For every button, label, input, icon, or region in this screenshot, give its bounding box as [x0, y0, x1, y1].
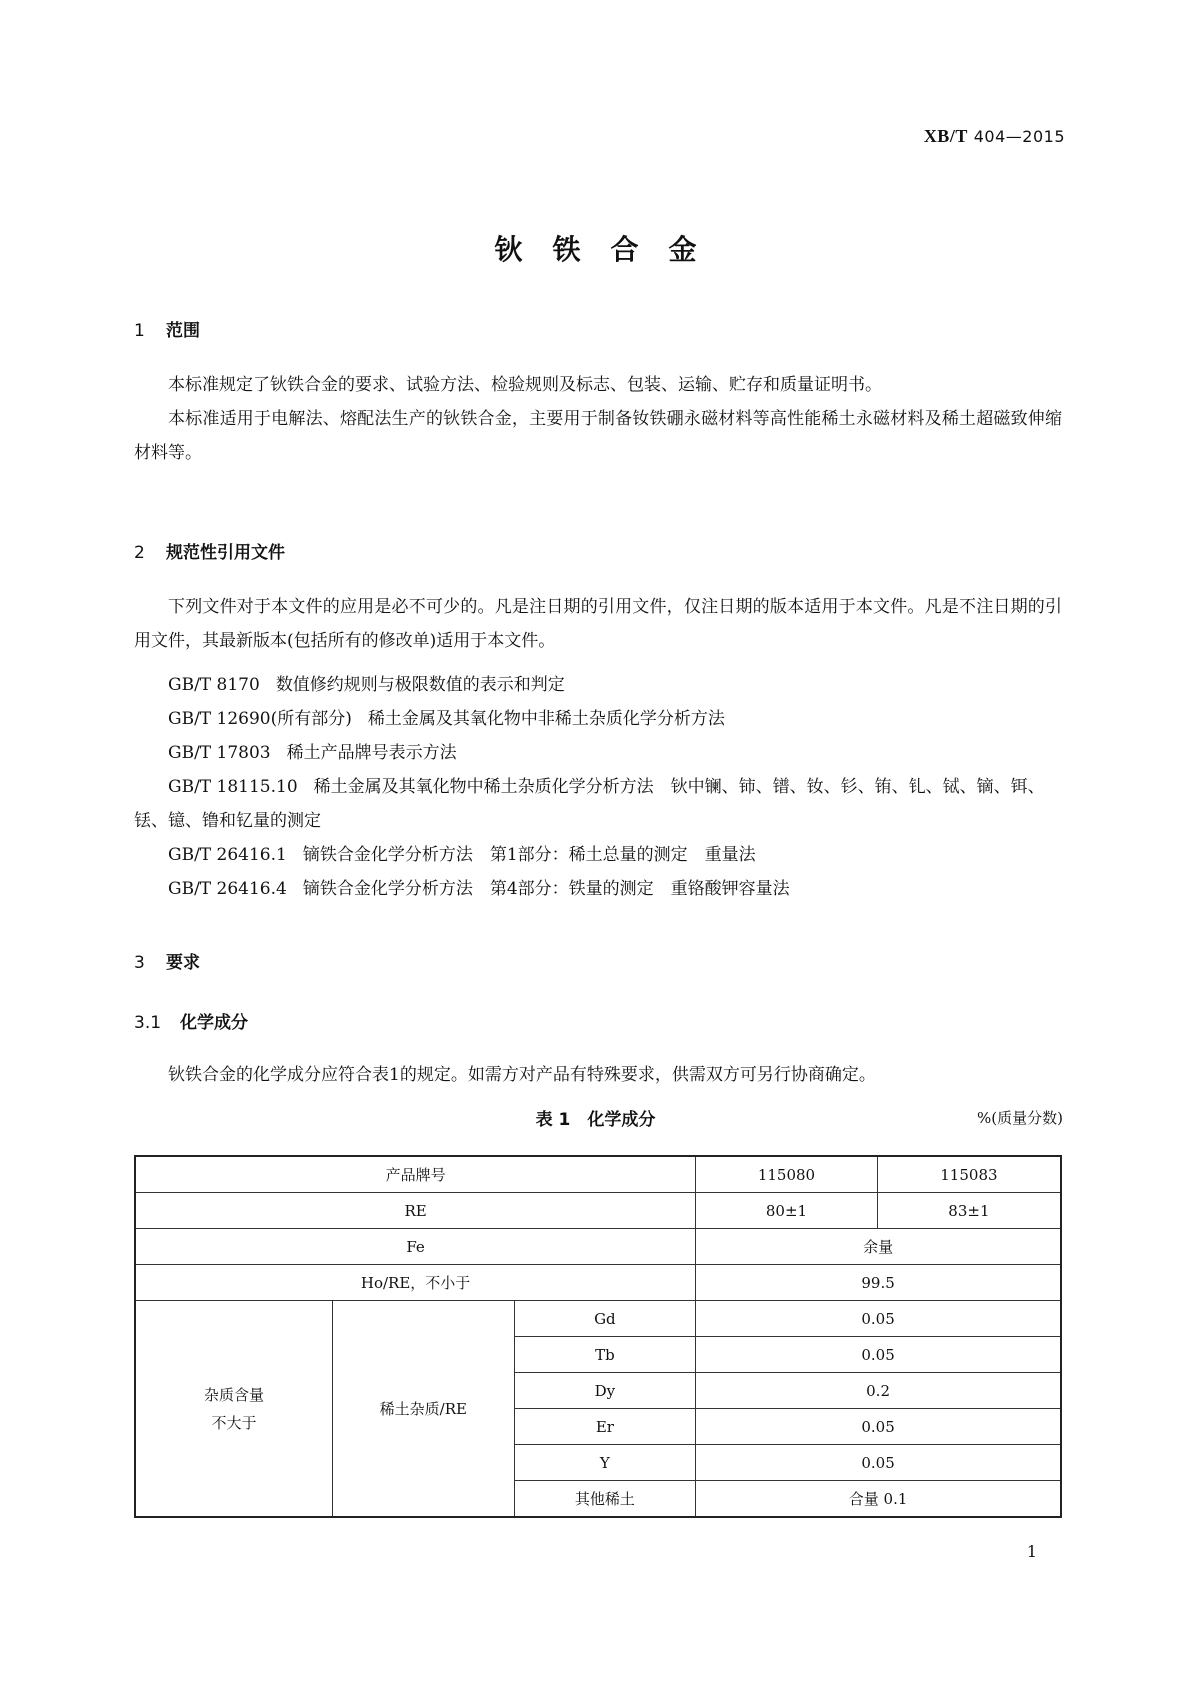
reference-code: GB/T 26416.1	[168, 845, 287, 865]
cell-element-value: 0.2	[696, 1373, 1061, 1409]
cell-element: Gd	[514, 1301, 696, 1337]
reference-item	[168, 872, 790, 906]
impurity-group-line-1: 杂质含量	[203, 1385, 264, 1404]
cell-element-value: 0.05	[696, 1337, 1061, 1373]
cell-re-label: RE	[135, 1193, 696, 1229]
reference-title: 镝铁合金化学分析方法 第1部分：稀土总量的测定 重量法	[302, 845, 756, 865]
cell-element: Y	[514, 1445, 696, 1481]
cell-re-2: 83±1	[877, 1193, 1061, 1229]
cell-element-value: 0.05	[696, 1409, 1061, 1445]
cell-element: Er	[514, 1409, 696, 1445]
reference-title: 数值修约规则与极限数值的表示和判定	[275, 675, 565, 695]
table-row	[135, 1265, 1061, 1301]
reference-code: GB/T 8170	[168, 675, 260, 695]
standard-prefix: XB/T	[923, 126, 968, 146]
chemical-composition-table	[134, 1155, 1062, 1518]
scope-paragraph-2: 本标准适用于电解法、熔配法生产的钬铁合金，主要用于制备钕铁硼永磁材料等高性能稀土永磁材料及稀土超磁致伸缩材料等。	[134, 409, 1062, 463]
reference-title: 稀土金属及其氧化物中非稀土杂质化学分析方法	[367, 709, 725, 729]
cell-element: Tb	[514, 1337, 696, 1373]
section-number: 2	[134, 543, 145, 563]
cell-element-value: 0.05	[696, 1445, 1061, 1481]
cell-element-value: 合量 0.1	[696, 1481, 1061, 1518]
cell-impurity-sub: 稀土杂质/RE	[333, 1301, 515, 1518]
scope-paragraph-1: 本标准规定了钬铁合金的要求、试验方法、检验规则及标志、包装、运输、贮存和质量证明书。	[168, 375, 882, 395]
cell-grade-2: 115083	[877, 1156, 1061, 1193]
cell-ho-value: 99.5	[696, 1265, 1061, 1301]
section-number: 1	[134, 321, 145, 341]
reference-code: GB/T 18115.10	[168, 777, 298, 797]
reference-item	[134, 770, 1062, 838]
cell-element: Dy	[514, 1373, 696, 1409]
chemical-composition-paragraph: 钬铁合金的化学成分应符合表1的规定。如需方对产品有特殊要求，供需双方可另行协商确定。	[168, 1065, 876, 1085]
standard-code	[924, 126, 1065, 147]
impurity-group-line-2: 不大于	[211, 1413, 257, 1432]
document-title: 钬铁合金	[494, 233, 727, 266]
section-title: 规范性引用文件	[166, 543, 285, 563]
reference-item	[168, 668, 565, 702]
cell-element-value: 0.05	[696, 1301, 1061, 1337]
reference-item	[168, 702, 725, 736]
cell-impurity-group	[135, 1301, 333, 1518]
table-row	[135, 1156, 1061, 1193]
cell-grade-label: 产品牌号	[135, 1156, 696, 1193]
section-3-1-heading	[134, 1008, 248, 1033]
cell-ho-label: Ho/RE，不小于	[135, 1265, 696, 1301]
standard-number: 404—2015	[973, 127, 1065, 146]
page-number: 1	[1026, 1542, 1037, 1561]
section-title: 化学成分	[180, 1013, 248, 1033]
cell-element: 其他稀土	[514, 1481, 696, 1518]
section-number: 3.1	[134, 1013, 162, 1033]
table-caption: 表 1 化学成分	[535, 1110, 656, 1130]
cell-grade-1: 115080	[696, 1156, 878, 1193]
cell-fe-value: 余量	[696, 1229, 1061, 1265]
section-3-heading	[134, 948, 200, 973]
section-2-heading	[134, 538, 285, 563]
section-1-heading	[134, 316, 200, 341]
reference-item	[168, 838, 756, 872]
table-row	[135, 1229, 1061, 1265]
reference-code: GB/T 26416.4	[168, 879, 287, 899]
table-unit: %(质量分数)	[977, 1109, 1063, 1127]
reference-title: 稀土金属及其氧化物中稀土杂质化学分析方法 钬中镧、铈、镨、钕、钐、铕、钆、铽、镝、铒、铥、镱、镥和钇量的测定	[134, 777, 1045, 831]
normative-intro: 下列文件对于本文件的应用是必不可少的。凡是注日期的引用文件，仅注日期的版本适用于本文件。凡是不注日期的引用文件，其最新版本(包括所有的修改单)适用于本文件。	[134, 597, 1062, 651]
section-title: 范围	[166, 321, 200, 341]
reference-code: GB/T 12690(所有部分)	[168, 709, 352, 729]
reference-code: GB/T 17803	[168, 743, 271, 763]
table-row	[135, 1301, 1061, 1337]
section-number: 3	[134, 953, 145, 973]
cell-re-1: 80±1	[696, 1193, 878, 1229]
reference-item	[168, 736, 457, 770]
section-title: 要求	[166, 953, 200, 973]
cell-fe-label: Fe	[135, 1229, 696, 1265]
table-row	[135, 1193, 1061, 1229]
reference-title: 稀土产品牌号表示方法	[286, 743, 457, 763]
reference-title: 镝铁合金化学分析方法 第4部分：铁量的测定 重铬酸钾容量法	[302, 879, 790, 899]
